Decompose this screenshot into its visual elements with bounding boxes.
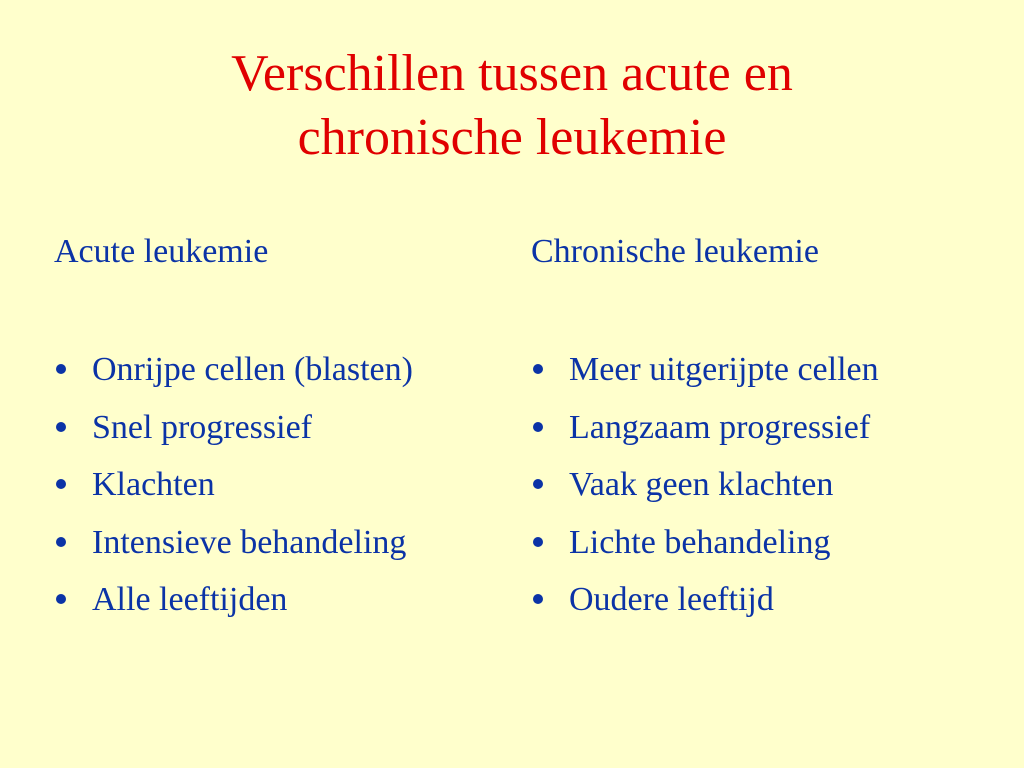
list-item <box>531 346 879 404</box>
bullet-dot-icon <box>56 537 66 547</box>
list-item <box>54 404 413 462</box>
list-item-text: Snel progressief <box>92 408 313 446</box>
bullet-dot-icon <box>533 479 543 489</box>
list-item <box>54 461 413 519</box>
bullet-dot-icon <box>533 537 543 547</box>
bullet-dot-icon <box>56 422 66 432</box>
bullet-list-acute <box>54 346 413 634</box>
slide-title <box>0 42 1024 170</box>
column-chronic <box>531 230 991 618</box>
list-item-text: Vaak geen klachten <box>569 466 834 503</box>
bullet-list-chronic <box>531 346 879 634</box>
list-item <box>531 404 879 462</box>
list-item-text: Oudere leeftijd <box>569 581 774 618</box>
bullet-dot-icon <box>56 479 66 489</box>
bullet-dot-icon <box>56 594 66 604</box>
list-item-text: Langzaam progressief <box>569 408 871 446</box>
column-heading-acute: Acute leukemie <box>54 233 269 270</box>
list-item-text: Onrijpe cellen (blasten) <box>92 351 413 388</box>
list-item-text: Meer uitgerijpte cellen <box>569 351 879 388</box>
column-acute <box>54 230 514 618</box>
list-item <box>531 461 879 519</box>
bullet-dot-icon <box>533 364 543 374</box>
list-item <box>531 576 879 634</box>
bullet-dot-icon <box>533 594 543 604</box>
bullet-dot-icon <box>533 422 543 432</box>
list-item-text: Intensieve behandeling <box>92 523 407 561</box>
list-item-text: Alle leeftijden <box>92 581 288 618</box>
title-line-2: chronische leukemie <box>297 109 727 166</box>
list-item-text: Klachten <box>92 466 215 503</box>
list-item-text: Lichte behandeling <box>569 523 831 561</box>
title-line-1: Verschillen tussen acute en <box>231 45 793 102</box>
list-item <box>54 346 413 404</box>
list-item <box>54 519 413 577</box>
bullet-dot-icon <box>56 364 66 374</box>
list-item <box>531 519 879 577</box>
list-item <box>54 576 413 634</box>
column-heading-chronic: Chronische leukemie <box>531 233 819 270</box>
